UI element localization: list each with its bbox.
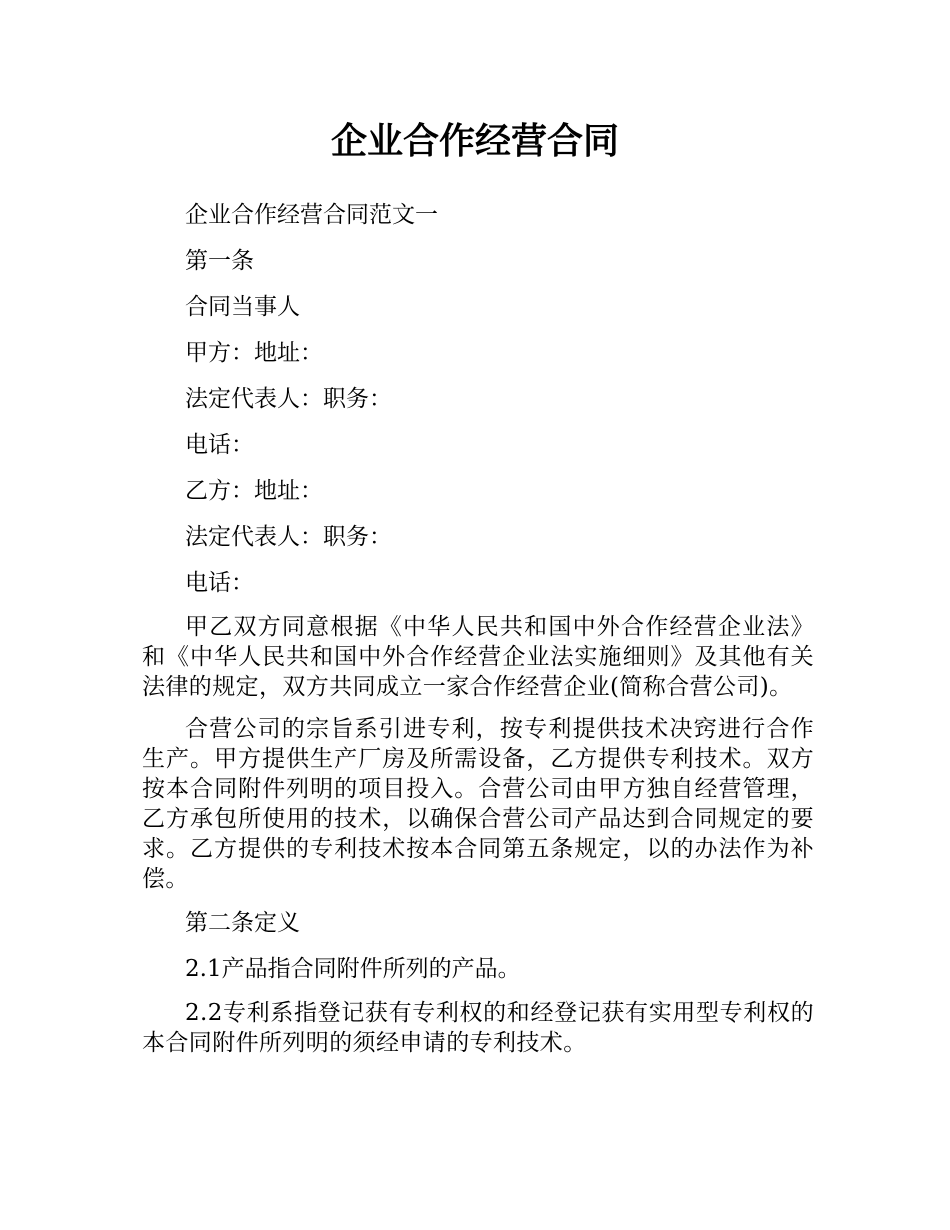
party-b-phone-line: 电话： <box>185 570 254 596</box>
subtitle-line: 企业合作经营合同范文一 <box>185 202 438 228</box>
party-a-address-line: 甲方：地址： <box>185 340 323 366</box>
agreement-basis-paragraph: 甲乙双方同意根据《中华人民共和国中外合作经营企业法》和《中华人民共和国中外合作经营企业法实施细则》及其他有关法律的规定，双方共同成立一家合作经营企业(简称合营公司)。 <box>142 614 814 700</box>
party-b-address-line: 乙方：地址： <box>185 478 323 504</box>
party-a-representative-line: 法定代表人：职务： <box>185 386 392 412</box>
article-two-heading: 第二条定义 <box>185 910 300 936</box>
clause-2-2: 2.2专利系指登记获有专利权的和经登记获有实用型专利权的本合同附件所列明的须经申请的专利技术。 <box>142 1000 814 1056</box>
party-b-representative-line: 法定代表人：职务： <box>185 524 392 550</box>
party-a-phone-line: 电话： <box>185 432 254 458</box>
clause-2-1: 2.1产品指合同附件所列的产品。 <box>185 956 521 982</box>
document-body <box>142 198 814 1070</box>
article-one-heading: 第一条 <box>185 248 254 274</box>
parties-heading: 合同当事人 <box>185 294 300 320</box>
document-title: 企业合作经营合同 <box>330 121 619 162</box>
company-purpose-paragraph: 合营公司的宗旨系引进专利，按专利提供技术决窍进行合作生产。甲方提供生产厂房及所需设备，乙方提供专利技术。双方按本合同附件列明的项目投入。合营公司由甲方独自经营管理，乙方承包所使用的技术，以确保合营公司产品达到合同规定的要求。乙方提供的专利技术按本合同第五条规定，以的办法作为补偿。 <box>142 716 814 892</box>
